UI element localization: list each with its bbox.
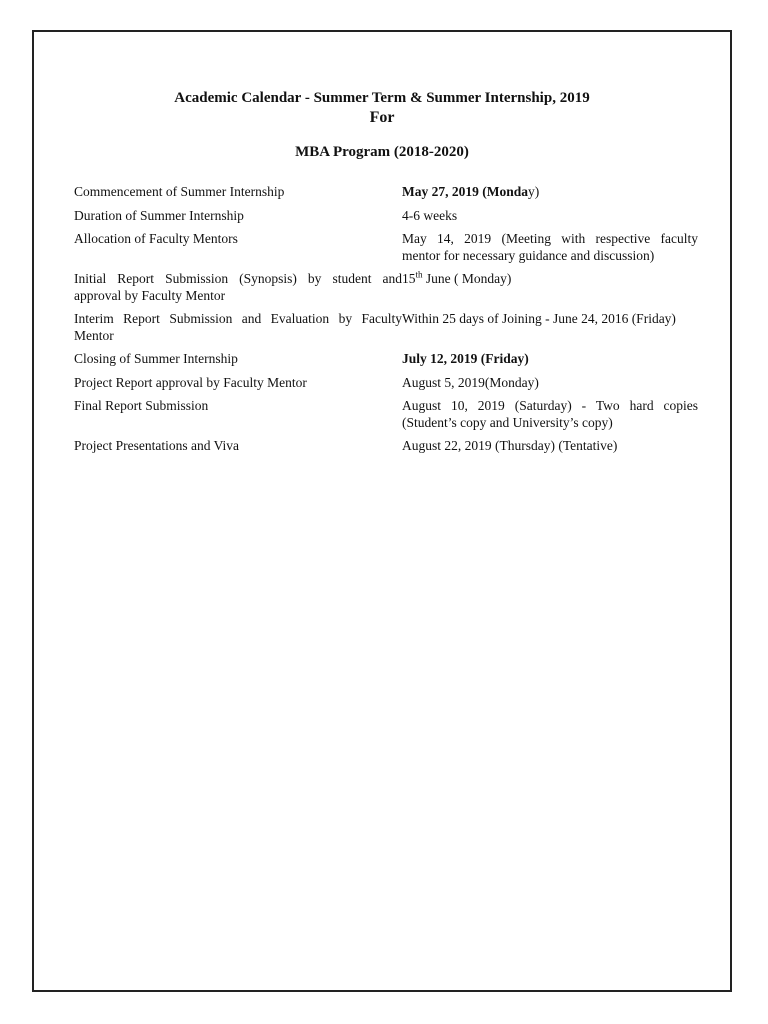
- event-date-rest: June ( Monday): [422, 271, 512, 286]
- schedule-row: [74, 271, 698, 304]
- event-date: August 10, 2019 (Saturday) - Two hard copies (Student’s copy and University’s copy): [402, 398, 698, 430]
- event-date: August 22, 2019 (Thursday) (Tentative): [402, 438, 618, 453]
- event-date: May 14, 2019 (Meeting with respective faculty mentor for necessary guidance and discussion): [402, 231, 698, 263]
- event-date-suffix: th: [415, 269, 423, 280]
- event-label: Commencement of Summer Internship: [74, 184, 285, 199]
- event-date-rest: y): [528, 184, 540, 199]
- event-label: Initial Report Submission (Synopsis) by student and approval by Faculty Mentor: [74, 271, 402, 303]
- event-label: Project Report approval by Faculty Mentor: [74, 374, 307, 390]
- event-date-bold: May 27, 2019 (Monda: [402, 184, 528, 199]
- event-date-day: 15: [402, 271, 416, 286]
- event-date: July 12, 2019 (Friday): [402, 351, 529, 366]
- schedule-table: [74, 184, 698, 462]
- event-date: Within 25 days of Joining - June 24, 2016 (Friday): [402, 311, 676, 326]
- schedule-row: [74, 208, 698, 225]
- schedule-row: [74, 351, 698, 368]
- schedule-row: [74, 311, 698, 344]
- program-title: MBA Program (2018-2020): [295, 144, 469, 160]
- schedule-row: [74, 398, 698, 431]
- document-header: [34, 88, 730, 162]
- event-label: Project Presentations and Viva: [74, 438, 240, 453]
- schedule-row: [74, 231, 698, 264]
- event-label: Final Report Submission: [74, 398, 209, 413]
- event-date: 4-6 weeks: [402, 207, 458, 223]
- event-label: Interim Report Submission and Evaluation by Faculty Mentor: [74, 311, 402, 343]
- page-border: [32, 30, 732, 992]
- document-title: Academic Calendar - Summer Term & Summer Internship, 2019: [174, 90, 590, 106]
- event-label: Closing of Summer Internship: [74, 351, 238, 366]
- event-date: [402, 184, 698, 201]
- schedule-row: [74, 375, 698, 392]
- schedule-row: [74, 438, 698, 455]
- for-line: For: [369, 109, 395, 126]
- event-label: Duration of Summer Internship: [74, 207, 244, 223]
- event-label: Allocation of Faculty Mentors: [74, 231, 238, 246]
- event-date: [402, 271, 698, 288]
- event-date: August 5, 2019(Monday): [402, 374, 539, 390]
- schedule-row: [74, 184, 698, 201]
